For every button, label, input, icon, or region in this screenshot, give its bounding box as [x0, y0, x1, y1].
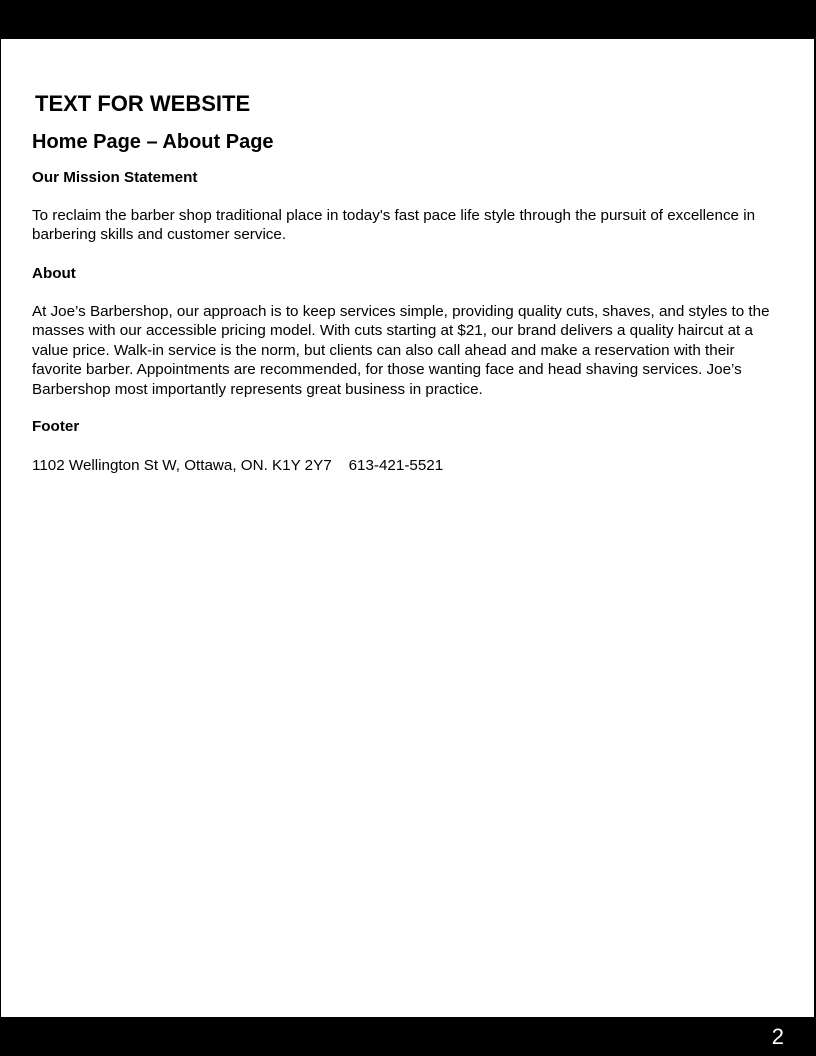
document-subtitle: Home Page – About Page: [32, 131, 274, 153]
footer-address: 1102 Wellington St W, Ottawa, ON. K1Y 2Y7: [32, 457, 332, 474]
bottom-frame-bar: [0, 1017, 816, 1056]
page-number: 2: [771, 1024, 784, 1049]
about-body: At Joe’s Barbershop, our approach is to keep services simple, providing quality cuts, shaves, and styles to the masses with our accessible pricing model. With cuts starting at $21, our brand delivers a quality haircut at a value price. Walk-in service is the norm, but clients can also call ahead and make a reservation with their favorite barber. Appointments are recommended, for those wanting face and head shaving services. Joe’s Barbershop most importantly represents great business in practice.: [32, 303, 770, 398]
footer-heading: Footer: [32, 418, 80, 435]
page-content: [1, 39, 814, 1017]
mission-body: To reclaim the barber shop traditional place in today's fast pace life style through the pursuit of excellence in barbering skills and customer service.: [32, 207, 756, 244]
document-title: TEXT FOR WEBSITE: [35, 91, 251, 116]
footer-phone: 613-421-5521: [348, 457, 444, 474]
footer-contact-line: [32, 456, 788, 475]
mission-heading: Our Mission Statement: [32, 169, 198, 186]
top-frame-bar: [0, 0, 816, 39]
about-heading: About: [32, 265, 76, 282]
